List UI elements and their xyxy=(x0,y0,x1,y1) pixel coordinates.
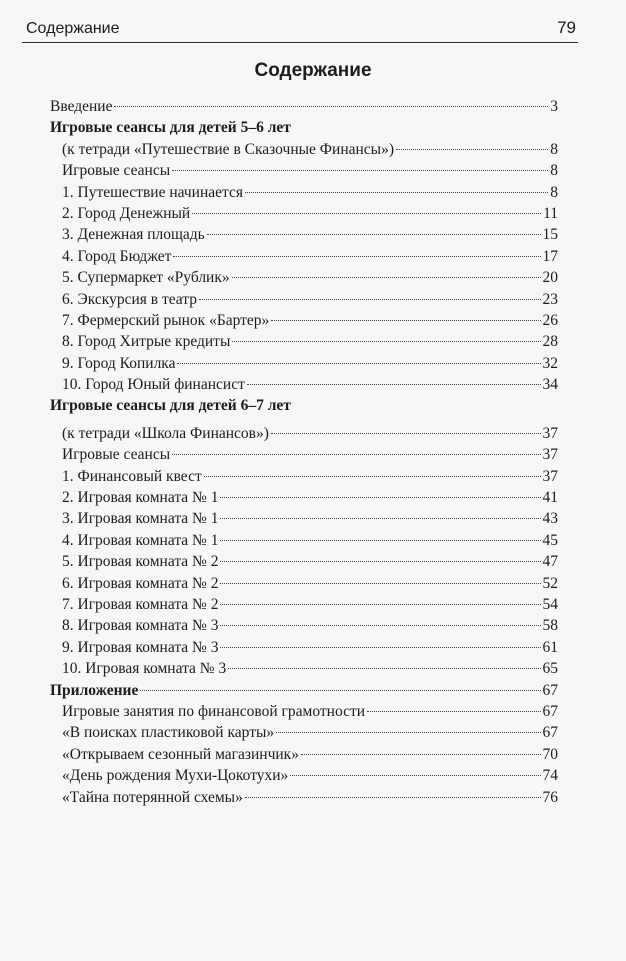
dot-leader xyxy=(173,256,540,257)
toc-entry xyxy=(50,246,558,267)
toc-entry-page-number: 11 xyxy=(543,204,558,222)
toc-entry xyxy=(50,466,558,487)
toc-entry-page-number: 23 xyxy=(542,290,558,308)
toc-entry xyxy=(50,182,558,203)
toc-entry-page-number: 67 xyxy=(542,702,558,720)
dot-leader xyxy=(245,192,548,193)
dot-leader xyxy=(232,341,540,342)
toc-entry-label: 9. Город Копилка xyxy=(62,354,176,372)
toc-entry-page-number: 58 xyxy=(542,617,558,635)
toc-entry-page-number: 15 xyxy=(542,226,558,244)
dot-leader xyxy=(396,149,548,150)
dot-leader xyxy=(220,497,540,498)
page-title: Содержание xyxy=(254,60,372,81)
toc-entry xyxy=(50,203,558,224)
dot-leader xyxy=(220,561,540,562)
toc-entry-label: 6. Игровая комната № 2 xyxy=(62,574,219,592)
toc-entry-label: «День рождения Мухи-Цокотухи» xyxy=(62,767,289,785)
toc-entry-label: 4. Город Бюджет xyxy=(62,247,172,265)
toc-entry xyxy=(50,224,558,245)
toc-entry-label: (к тетради «Путешествие в Сказочные Финансы») xyxy=(62,140,395,158)
toc-entry xyxy=(50,487,558,508)
toc-entry-page-number: 20 xyxy=(542,269,558,287)
toc-entry-label: Введение xyxy=(50,98,113,115)
dot-leader xyxy=(220,540,540,541)
toc-entry xyxy=(50,573,558,594)
toc-entry-label: 3. Денежная площадь xyxy=(62,226,205,244)
toc-entry xyxy=(50,374,558,395)
dot-leader xyxy=(276,732,540,733)
toc-entry xyxy=(50,395,558,416)
dot-leader xyxy=(245,797,541,798)
dot-leader xyxy=(301,754,541,755)
dot-leader xyxy=(220,583,540,584)
toc-entry-page-number: 8 xyxy=(550,162,558,180)
toc-entry-page-number: 28 xyxy=(542,333,558,351)
toc-entry-page-number: 67 xyxy=(542,681,558,699)
dot-leader xyxy=(220,518,540,519)
dot-leader xyxy=(220,604,540,605)
dot-leader xyxy=(172,454,540,455)
running-header xyxy=(22,14,578,43)
toc-entry-page-number: 41 xyxy=(542,489,558,507)
toc-entry-label: 2. Игровая комната № 1 xyxy=(62,489,219,507)
toc-entry-label: 5. Супермаркет «Рублик» xyxy=(62,269,230,287)
running-header-section: Содержание xyxy=(26,20,120,37)
toc-entry-label: Игровые сеансы xyxy=(62,446,171,464)
toc-entry-label: 1. Финансовый квест xyxy=(62,467,202,485)
toc-entry xyxy=(50,787,558,808)
toc-entry-page-number: 74 xyxy=(542,767,558,785)
dot-leader xyxy=(367,711,540,712)
toc-entry-label: 1. Путешествие начинается xyxy=(62,183,243,201)
toc-entry xyxy=(50,594,558,615)
toc-entry-page-number: 54 xyxy=(542,595,558,613)
toc-entry-label: 9. Игровая комната № 3 xyxy=(62,638,219,656)
toc-entry-page-number: 32 xyxy=(542,354,558,372)
toc-entry-page-number: 47 xyxy=(542,553,558,571)
toc-entry-label: 3. Игровая комната № 1 xyxy=(62,510,219,528)
toc-entry-label: 8. Игровая комната № 3 xyxy=(62,617,219,635)
toc-entry-label: 5. Игровая комната № 2 xyxy=(62,553,219,571)
toc-entry xyxy=(50,722,558,743)
dot-leader xyxy=(172,170,548,171)
toc-entry-label: Игровые сеансы для детей 6–7 лет xyxy=(50,397,291,415)
toc-entry xyxy=(50,423,558,444)
toc-entry-label: «Открываем сезонный магазинчик» xyxy=(62,745,299,763)
toc-entry-page-number: 3 xyxy=(550,98,558,115)
toc-entry xyxy=(50,701,558,722)
toc-entry-page-number: 67 xyxy=(542,724,558,742)
toc-entry xyxy=(50,289,558,310)
toc-entry-page-number: 43 xyxy=(542,510,558,528)
dot-leader xyxy=(207,234,541,235)
toc-entry xyxy=(50,551,558,572)
toc-entry-label: 6. Экскурсия в театр xyxy=(62,290,197,308)
dot-leader xyxy=(177,363,540,364)
toc-entry-page-number: 8 xyxy=(550,183,558,201)
toc-entry xyxy=(50,744,558,765)
toc-entry-label: 2. Город Денежный xyxy=(62,204,191,222)
dot-leader xyxy=(228,668,540,669)
toc-entry-page-number: 37 xyxy=(542,467,558,485)
dot-leader xyxy=(247,384,541,385)
toc-entry-label: Игровые сеансы xyxy=(62,162,171,180)
toc-entry-label: 8. Город Хитрые кредиты xyxy=(62,333,231,351)
dot-leader xyxy=(271,320,540,321)
toc-entry-page-number: 26 xyxy=(542,311,558,329)
dot-leader xyxy=(220,625,540,626)
toc-entry-page-number: 34 xyxy=(542,376,558,394)
toc-entry xyxy=(50,680,558,701)
dot-leader xyxy=(204,476,541,477)
dot-leader xyxy=(140,690,540,691)
toc-entry xyxy=(50,658,558,679)
toc-entry-label: «Тайна потерянной схемы» xyxy=(62,788,243,806)
toc-entry-page-number: 65 xyxy=(542,660,558,678)
dot-leader xyxy=(192,213,541,214)
toc-entry xyxy=(50,96,558,117)
toc-entry-page-number: 8 xyxy=(550,140,558,158)
toc-entry xyxy=(50,637,558,658)
toc-entry xyxy=(50,615,558,636)
toc-entry-label: 4. Игровая комната № 1 xyxy=(62,531,219,549)
toc-entry xyxy=(50,508,558,529)
toc-entry-label: «В поисках пластиковой карты» xyxy=(62,724,275,742)
toc-entry xyxy=(50,117,558,138)
dot-leader xyxy=(232,277,541,278)
toc-entry xyxy=(50,267,558,288)
toc-entry-page-number: 52 xyxy=(542,574,558,592)
toc-entry-label: 7. Игровая комната № 2 xyxy=(62,595,219,613)
toc-entry xyxy=(50,530,558,551)
toc-entry-page-number: 61 xyxy=(542,638,558,656)
dot-leader xyxy=(114,106,548,107)
toc-entry-label: Игровые занятия по финансовой грамотности xyxy=(62,702,366,720)
toc-entry-page-number: 45 xyxy=(542,531,558,549)
toc-entry xyxy=(50,765,558,786)
toc-entry-label: 10. Игровая комната № 3 xyxy=(62,660,227,678)
running-header-page-number: 79 xyxy=(557,18,576,37)
table-of-contents xyxy=(50,96,558,808)
toc-entry-label: 7. Фермерский рынок «Бартер» xyxy=(62,311,270,329)
toc-entry xyxy=(50,139,558,160)
toc-entry-page-number: 76 xyxy=(542,788,558,806)
toc-entry-page-number: 37 xyxy=(542,446,558,464)
toc-entry xyxy=(50,353,558,374)
toc-entry xyxy=(50,160,558,181)
dot-leader xyxy=(220,647,540,648)
toc-entry xyxy=(50,444,558,465)
toc-entry xyxy=(50,310,558,331)
toc-entry xyxy=(50,331,558,352)
toc-entry-page-number: 70 xyxy=(542,745,558,763)
toc-entry-label: Приложение xyxy=(50,681,139,699)
toc-entry-label: 10. Город Юный финансист xyxy=(62,376,245,394)
dot-leader xyxy=(290,775,540,776)
toc-entry-label: (к тетради «Школа Финансов») xyxy=(62,424,269,442)
toc-entry-page-number: 17 xyxy=(542,247,558,265)
dot-leader xyxy=(199,299,541,300)
dot-leader xyxy=(271,433,541,434)
toc-entry-label: Игровые сеансы для детей 5–6 лет xyxy=(50,119,291,137)
toc-entry-page-number: 37 xyxy=(542,424,558,442)
